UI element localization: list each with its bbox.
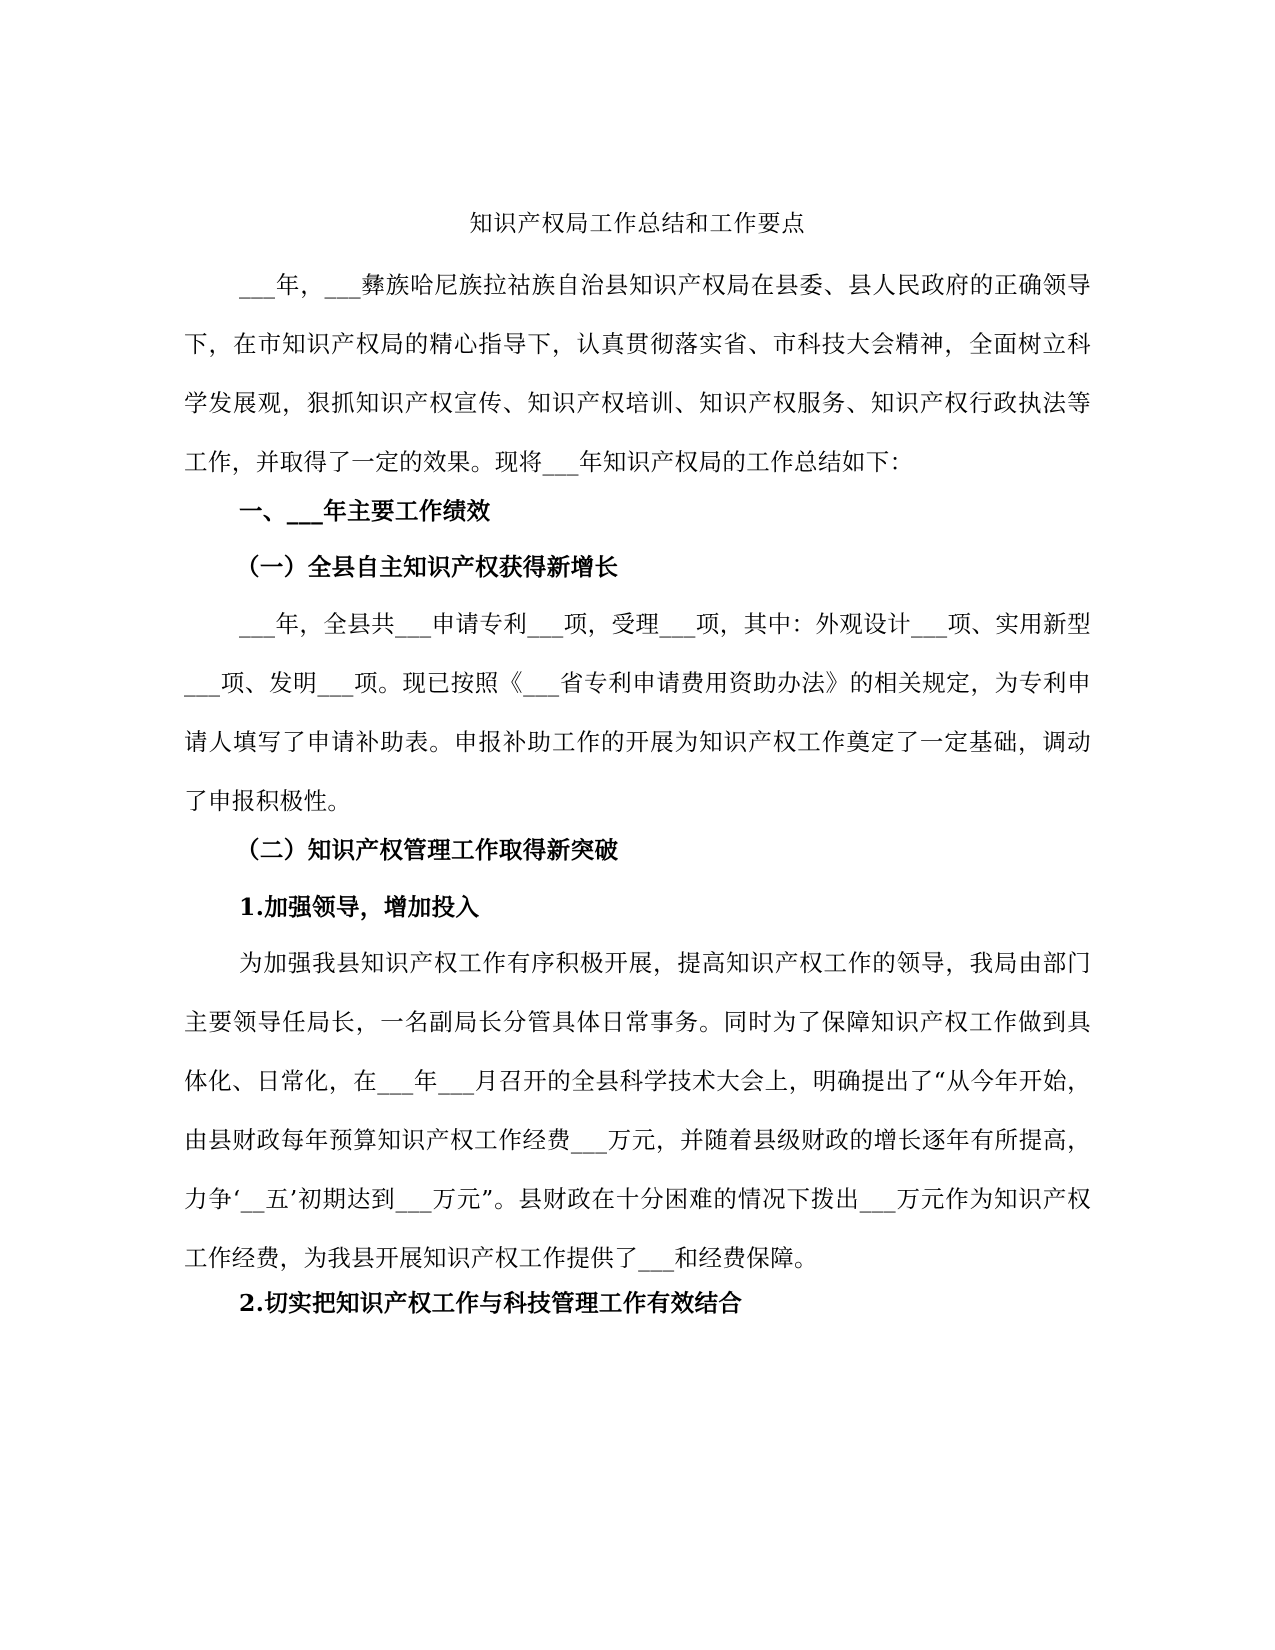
- subsection-heading-management: （二）知识产权管理工作取得新突破: [236, 836, 619, 864]
- section-heading-achievements: 一、___年主要工作绩效: [239, 497, 491, 525]
- intro-paragraph: ___年，___彝族哈尼族拉祜族自治县知识产权局在县委、县人民政府的正确领导下，在市知识产权局的精心指导下，认真贯彻落实省、市科技大会精神，全面树立科学发展观，狠抓知识产权宣传、知识产权培训、知识产权服务、知识产权行政执法等工作，并取得了一定的效果。现将___年知识产权局的工作总结如下：: [184, 271, 1091, 476]
- subsection-heading-growth: （一）全县自主知识产权获得新增长: [236, 553, 619, 581]
- item-heading-integration: 2.切实把知识产权工作与科技管理工作有效结合: [239, 1289, 743, 1317]
- item-heading-leadership: 1.加强领导，增加投入: [239, 893, 480, 921]
- leadership-paragraph: 为加强我县知识产权工作有序积极开展，提高知识产权工作的领导，我局由部门主要领导任局长，一名副局长分管具体日常事务。同时为了保障知识产权工作做到具体化、日常化，在___年___月召开的全县科学技术大会上，明确提出了“从今年开始，由县财政每年预算知识产权工作经费___万元，并随着县级财政的增长逐年有所提高，力争‘__五’初期达到___万元”。县财政在十分困难的情况下拨出___万元作为知识产权工作经费，为我县开展知识产权工作提供了___和经费保障。: [184, 949, 1091, 1272]
- document-title: 知识产权局工作总结和工作要点: [469, 211, 806, 237]
- growth-paragraph: ___年，全县共___申请专利___项，受理___项，其中：外观设计___项、实用新型___项、发明___项。现已按照《___省专利申请费用资助办法》的相关规定，为专利申请人填写了申请补助表。申报补助工作的开展为知识产权工作奠定了一定基础，调动了申报积极性。: [184, 610, 1091, 815]
